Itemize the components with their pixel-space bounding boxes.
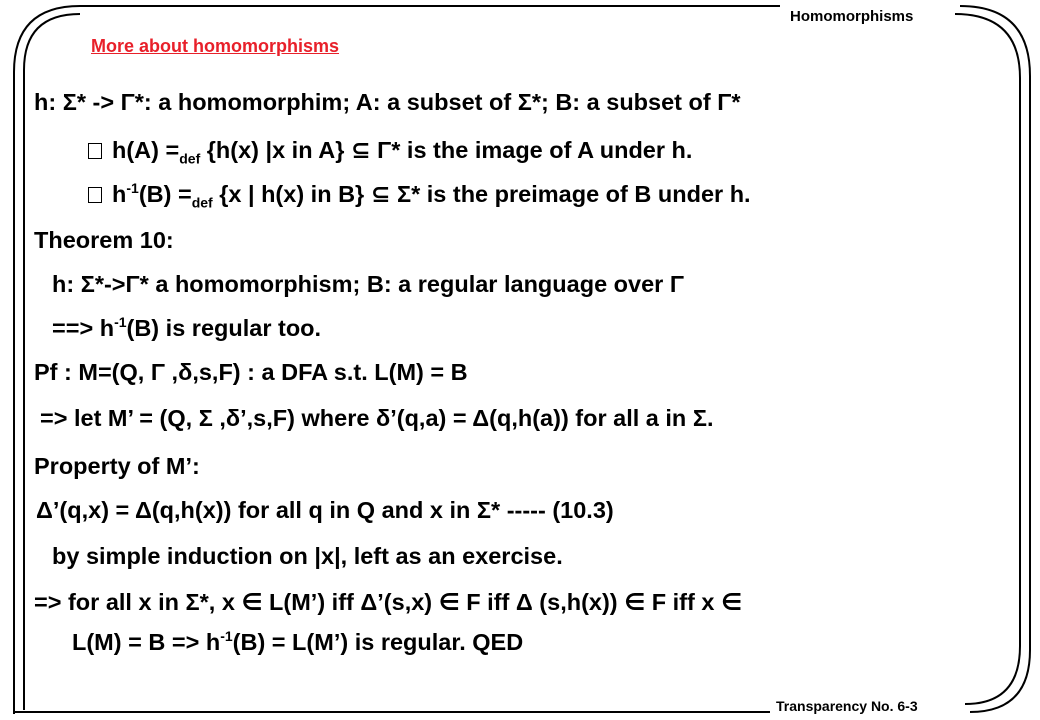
slide-title: More about homomorphisms xyxy=(91,36,340,56)
body-line-7: Pf : M=(Q, Γ ,δ,s,F) : a DFA s.t. L(M) = B xyxy=(34,359,468,385)
body-line-2: $h(A) =_{def}$ {h(x) |x in A} ⊆ Γ* is the image of A under h. xyxy=(88,136,692,164)
body-line-3: $h^{-1}(B) =_{def}$ {x | h(x) in B} ⊆ Σ* is the preimage of B under h. xyxy=(88,180,751,208)
body-line-11: by simple induction on |x|, left as an exercise. xyxy=(52,543,563,569)
body-line-13: $L(M) = B => h^{-1}(B)$ = L(M’) is regular. QED xyxy=(72,628,524,655)
bullet-icon xyxy=(88,187,102,203)
body-line-9: Property of M’: xyxy=(34,453,200,479)
bullet-icon xyxy=(88,143,102,159)
body-line-4: Theorem 10: xyxy=(34,227,174,253)
body-line-6: ==> $h^{-1}(B)$ is regular too. xyxy=(52,314,322,341)
transparency-number: Transparency No. 6-3 xyxy=(776,698,918,714)
body-line-12: => for all x in Σ*, x ∈ L(M’) iff Δ’(s,x) ∈ F iff Δ (s,h(x)) ∈ F iff x ∈ xyxy=(34,589,743,615)
body-line-5: h: Σ*->Γ* a homomorphism; B: a regular language over Γ xyxy=(52,271,684,297)
body-line-1: h: Σ* -> Γ*: a homomorphim; A: a subset of Σ*; B: a subset of Γ* xyxy=(34,89,741,115)
body-line-10: Δ’(q,x) = Δ(q,h(x)) for all q in Q and x in Σ* ----- (10.3) xyxy=(36,497,614,523)
body-line-8: => let M’ = (Q, Σ ,δ’,s,F) where δ’(q,a) = Δ(q,h(a)) for all a in Σ. xyxy=(40,405,714,431)
section-label: Homomorphisms xyxy=(790,8,914,25)
